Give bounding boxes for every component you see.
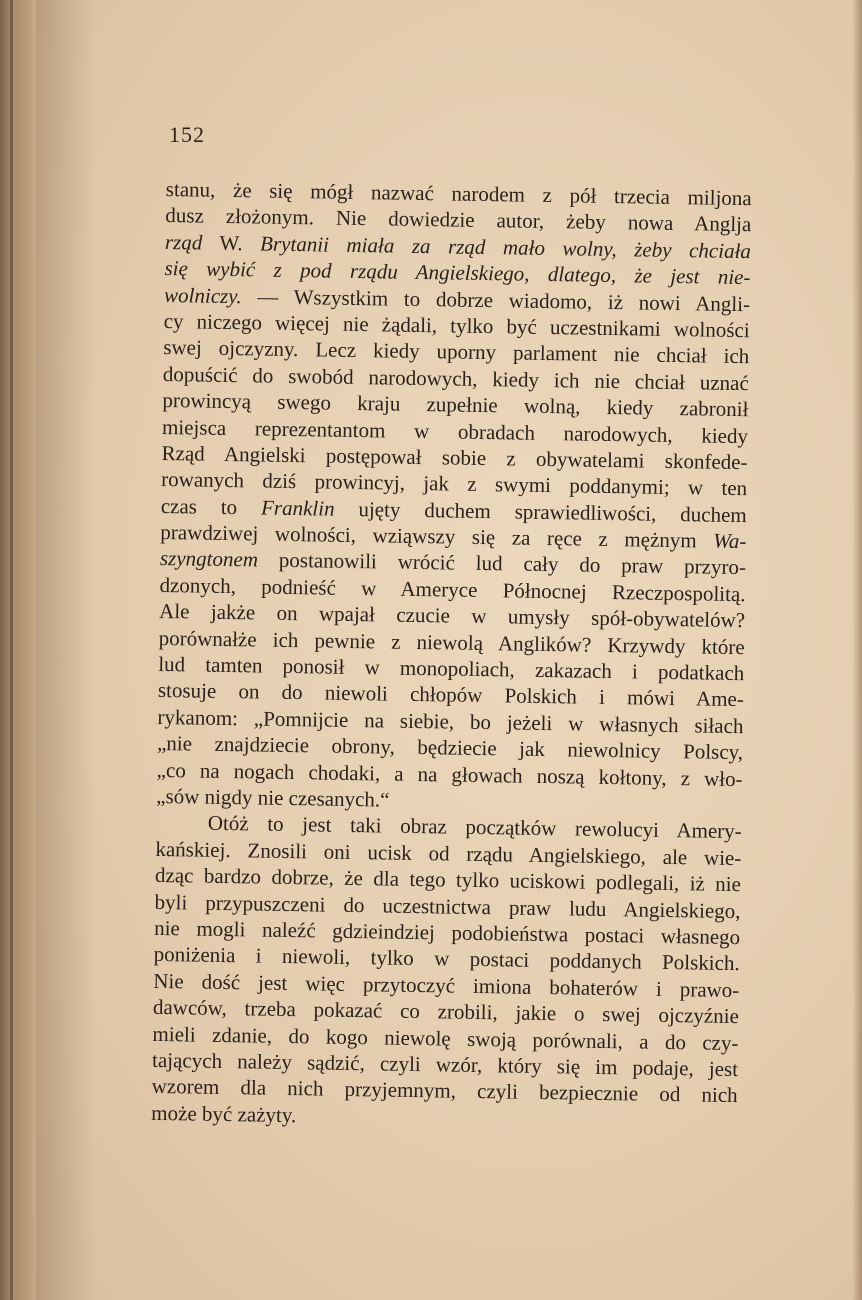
text-segment: W. [202,230,261,256]
gutter-shadow [36,0,96,1300]
text-segment: nie mogli naleźć gdzieindziej podobieństwa postaci własnego [154,915,741,950]
body-text [151,176,752,1135]
text-segment: rykanom: „Pomnijcie na siebie, bo jeżeli w własnych siłach [157,704,744,738]
text-segment: prowincyą swego kraju zupełnie wolną, kiedy zabronił [162,388,749,422]
italic-text: szyngtonem [159,546,259,572]
text-segment: ujęty duchem sprawiedliwości, duchem [334,496,747,527]
spine-edge [10,0,13,1300]
italic-text: Wa- [713,528,747,554]
page-edge-shadow [852,0,862,1300]
text-segment: dzonych, podnieść w Ameryce Północnej Rzeczpospolitą. [159,572,746,607]
text-segment: Nie dość jest więc przytoczyć imiona bohaterów i prawo- [153,968,740,1002]
italic-text: Franklin [260,495,335,521]
paragraph-2 [151,809,742,1135]
text-segment: dusz złożonym. Nie dowiedzie autor, żeby nowa Anglja [165,203,752,237]
text-segment: lud tamten ponosił w monopoliach, zakazach i podatkach [158,651,745,686]
text-segment: postanowili wrócić lud cały do praw przyro- [257,547,747,580]
text-segment: cy niczego więcej nie żądali, tylko być uczestnikami wolności [163,308,750,343]
text-segment: byli przypuszczeni do uczestnictwa praw ludu Angielskiego, [154,889,741,923]
book-spine [0,0,36,1300]
text-segment: „nie znajdziecie obrony, będziecie jak niewolnicy Polscy, [156,731,744,765]
text-segment: miejsca reprezentantom w obradach narodowych, kiedy [161,414,749,448]
text-segment: swej ojczyzny. Lecz kiedy uporny parlament nie chciał ich [163,335,750,369]
italic-text: wolniczy. [163,282,242,308]
text-segment: tających należy sądzić, czyli wzór, który się im podaje, jest [151,1047,739,1081]
text-segment: porównałże ich pewnie z niewolą Anglików? Krzywdy które [158,625,745,659]
text-segment: — Wszystkim to dobrze wiadomo, iż nowi Angli- [241,283,751,316]
text-segment: stanu, że się mógł nazwać narodem z pół trzecia miljona [165,176,752,211]
text-segment: może być zażyty. [151,1100,297,1127]
text-segment: dawców, trzeba pokazać co zrobili, jakie o swej ojczyźnie [152,995,740,1029]
text-segment: wzorem dla nich przyjemnym, czyli bezpiecznie od nich [151,1074,738,1108]
text-segment: Otóż to jest taki obraz początków rewolucyi Amery- [207,811,742,844]
text-segment: Rząd Angielski postępował sobie z obywatelami skonfede- [161,440,748,475]
text-segment: dząc bardzo dobrze, że dla tego tylko uciskowi podlegali, iż nie [154,863,742,897]
text-segment: Ale jakże on wpajał czucie w umysły spół-obywatelów? [158,599,746,633]
italic-text: rząd [164,229,203,255]
italic-text: się wybić z pod rządu Angielskiego, dlatego, że jest nie- [164,256,751,290]
text-segment: dopuścić do swobód narodowych, kiedy ich nie chciał uznać [162,361,750,395]
page-number: 152 [169,122,205,147]
text-segment: „co na nogach chodaki, a na głowach noszą kołtony, z wło- [156,757,743,791]
text-segment: mieli zdanie, do kogo niewolę swoją porównali, a do czy- [152,1021,739,1055]
text-segment: poniżenia i niewoli, tylko w postaci poddanych Polskich. [153,942,740,976]
text-segment: czas to [160,493,262,520]
text-segment: stosuje on do niewoli chłopów Polskich i mówi Ame- [157,678,745,712]
italic-text: Brytanii miała za rząd mało wolny, żeby chciała [259,231,752,263]
text-segment: prawdziwej wolności, wziąwszy się za ręce z mężnym [160,520,714,553]
text-segment: „sów nigdy nie czesanych.“ [156,783,390,812]
text-segment: kańskiej. Znosili oni ucisk od rządu Angielskiego, ale wie- [155,836,742,870]
paragraph-1 [156,176,752,819]
text-segment: rowanych dziś prowincyj, jak z swymi poddanymi; w ten [161,467,748,501]
